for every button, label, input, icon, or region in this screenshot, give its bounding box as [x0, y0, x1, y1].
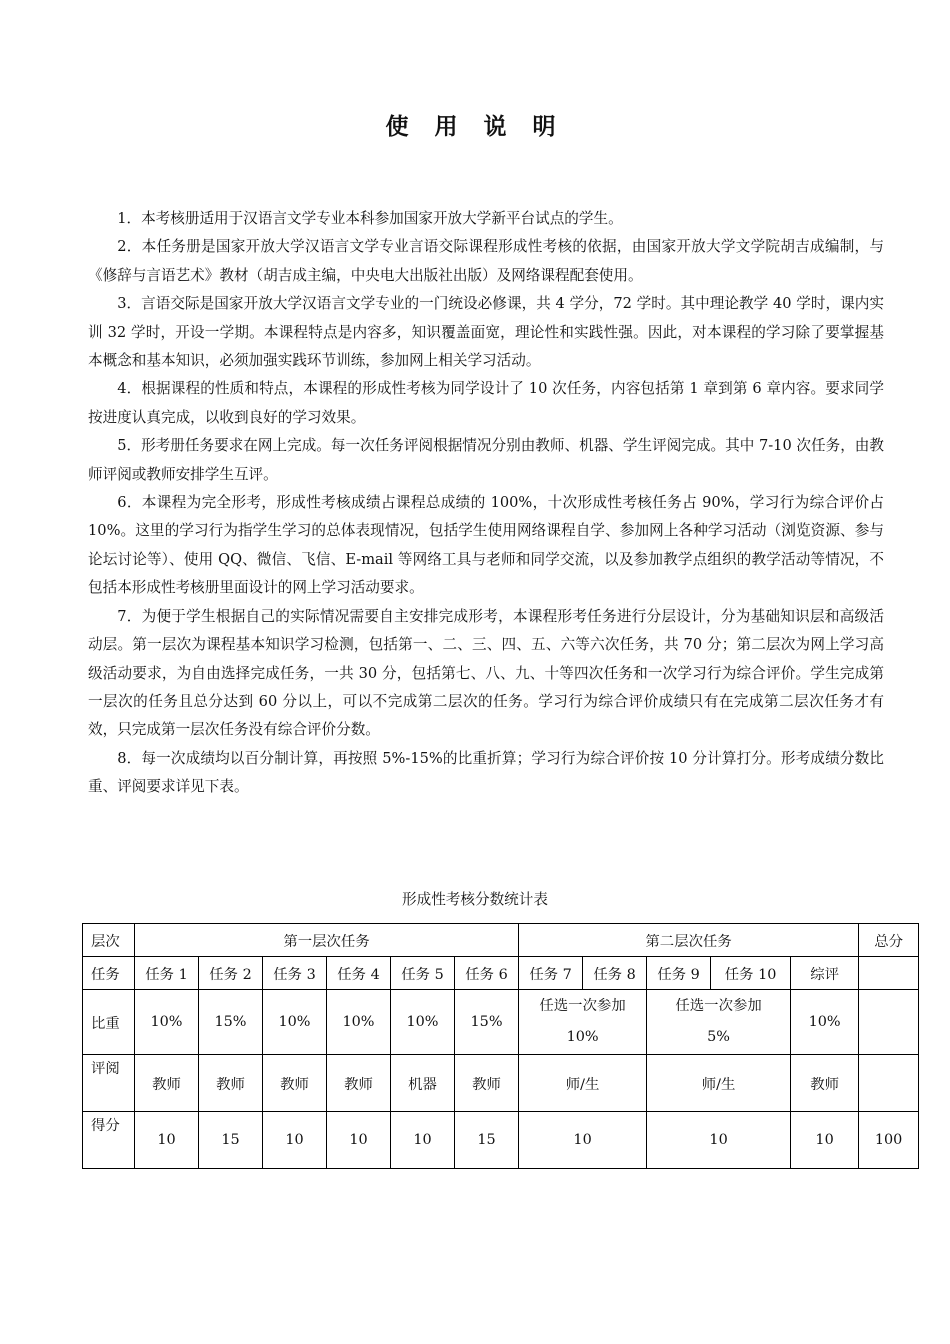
paragraph-7: 7．为便于学生根据自己的实际情况需要自主安排完成形考，本课程形考任务进行分层设计，分为基础知识层和高级活动层。第一层次为课程基本知识学习检测，包括第一、二、三、四、五、六等六次任务，共 70 分；第二层次为网上学习高级活动要求，为自由选择完成任务，一共 30 分，包括第七、八、九、十等四次任务和一次学习行为综合评价。学生完成第一层次的任务且总分达到 60 分以上，可以不完成第二层次的任务。学习行为综合评价成绩只有在完成第二层次任务才有效，只完成第一层次任务没有综合评价分数。 [88, 607, 884, 739]
cell-review-9-10: 师/生 [647, 1055, 791, 1112]
cell-task-1: 任务 1 [135, 957, 199, 990]
cell-weight-6: 15% [455, 990, 519, 1055]
cell-task-total-empty [859, 957, 919, 990]
cell-score-5: 10 [391, 1112, 455, 1169]
cell-review-2: 教师 [199, 1055, 263, 1112]
cell-score-label: 得分 [83, 1112, 135, 1169]
cell-task-4: 任务 4 [327, 957, 391, 990]
cell-weight-9-10 [647, 990, 791, 1055]
cell-score-2: 15 [199, 1112, 263, 1169]
paragraph-3: 3．言语交际是国家开放大学汉语言文学专业的一门统设必修课，共 4 学分，72 学时。其中理论教学 40 学时，课内实训 32 学时，开设一学期。本课程特点是内容多，知识覆盖面宽，理论性和实践性强。因此，对本课程的学习除了要掌握基本概念和基本知识，必须加强实践环节训练，参加网上相关学习活动。 [88, 295, 884, 370]
cell-task-5: 任务 5 [391, 957, 455, 990]
cell-level2-header: 第二层次任务 [519, 924, 859, 957]
cell-weight-5: 10% [391, 990, 455, 1055]
paragraph-1: 1．本考核册适用于汉语言文学专业本科参加国家开放大学新平台试点的学生。 [117, 210, 623, 227]
cell-review-5: 机器 [391, 1055, 455, 1112]
cell-score-1: 10 [135, 1112, 199, 1169]
table-row-score [83, 1112, 919, 1169]
cell-weight-comp: 10% [791, 990, 859, 1055]
cell-score-4: 10 [327, 1112, 391, 1169]
cell-level1-header: 第一层次任务 [135, 924, 519, 957]
table-row-level [83, 924, 919, 957]
paragraph-5: 5．形考册任务要求在网上完成。每一次任务评阅根据情况分别由教师、机器、学生评阅完成。其中 7-10 次任务，由教师评阅或教师安排学生互评。 [88, 437, 884, 483]
cell-review-3: 教师 [263, 1055, 327, 1112]
cell-weight-label: 比重 [83, 990, 135, 1055]
paragraph-2: 2．本任务册是国家开放大学汉语言文学专业言语交际课程形成性考核的依据，由国家开放大学文学院胡吉成编制，与《修辞与言语艺术》教材（胡吉成主编，中央电大出版社出版）及网络课程配套使用。 [88, 238, 884, 284]
cell-score-total: 100 [859, 1112, 919, 1169]
weight-9-10-line2: 5% [707, 1029, 730, 1045]
cell-task-9: 任务 9 [647, 957, 711, 990]
cell-total-header: 总分 [859, 924, 919, 957]
cell-task-3: 任务 3 [263, 957, 327, 990]
cell-review-7-8: 师/生 [519, 1055, 647, 1112]
cell-task-comp: 综评 [791, 957, 859, 990]
cell-score-9-10: 10 [647, 1112, 791, 1169]
cell-score-comp: 10 [791, 1112, 859, 1169]
cell-score-6: 15 [455, 1112, 519, 1169]
cell-review-4: 教师 [327, 1055, 391, 1112]
cell-task-6: 任务 6 [455, 957, 519, 990]
instructions-body [88, 205, 884, 802]
cell-weight-4: 10% [327, 990, 391, 1055]
cell-score-7-8: 10 [519, 1112, 647, 1169]
paragraph-8: 8．每一次成绩均以百分制计算，再按照 5%-15%的比重折算；学习行为综合评价按 10 分计算打分。形考成绩分数比重、评阅要求详见下表。 [88, 749, 884, 796]
table-row-review [83, 1055, 919, 1112]
cell-score-3: 10 [263, 1112, 327, 1169]
page-title: 使 用 说 明 [385, 114, 565, 140]
table-caption: 形成性考核分数统计表 [402, 891, 548, 908]
cell-task-8: 任务 8 [583, 957, 647, 990]
cell-review-label: 评阅 [83, 1055, 135, 1112]
paragraph-6: 6．本课程为完全形考，形成性考核成绩占课程总成绩的 100%，十次形成性考核任务占 90%，学习行为综合评价占 10%。这里的学习行为指学生学习的总体表现情况，包括学生使用网络课程自学、参加网上各种学习活动（浏览资源、参与论坛讨论等）、使用 QQ、微信、飞信、E-mail 等网络工具与老师和同学交流，以及参加教学点组织的教学活动等情况，不包括本形成性考核册里面设计的网上学习活动要求。 [88, 494, 884, 597]
cell-task-7: 任务 7 [519, 957, 583, 990]
cell-review-1: 教师 [135, 1055, 199, 1112]
cell-weight-1: 10% [135, 990, 199, 1055]
cell-weight-3: 10% [263, 990, 327, 1055]
cell-review-comp: 教师 [791, 1055, 859, 1112]
cell-review-total-empty [859, 1055, 919, 1112]
cell-weight-7-8 [519, 990, 647, 1055]
table-row-tasks [83, 957, 919, 990]
cell-weight-2: 15% [199, 990, 263, 1055]
weight-7-8-line1: 任选一次参加 [539, 998, 626, 1014]
score-table [82, 923, 919, 1169]
paragraph-4: 4．根据课程的性质和特点，本课程的形成性考核为同学设计了 10 次任务，内容包括第 1 章到第 6 章内容。要求同学按进度认真完成，以收到良好的学习效果。 [88, 380, 884, 426]
cell-level-label: 层次 [83, 924, 135, 957]
weight-7-8-line2: 10% [566, 1029, 599, 1045]
cell-task-10: 任务 10 [711, 957, 791, 990]
weight-9-10-line1: 任选一次参加 [675, 998, 762, 1014]
cell-task-2: 任务 2 [199, 957, 263, 990]
cell-review-6: 教师 [455, 1055, 519, 1112]
cell-weight-total-empty [859, 990, 919, 1055]
table-row-weight [83, 990, 919, 1055]
cell-task-label: 任务 [83, 957, 135, 990]
